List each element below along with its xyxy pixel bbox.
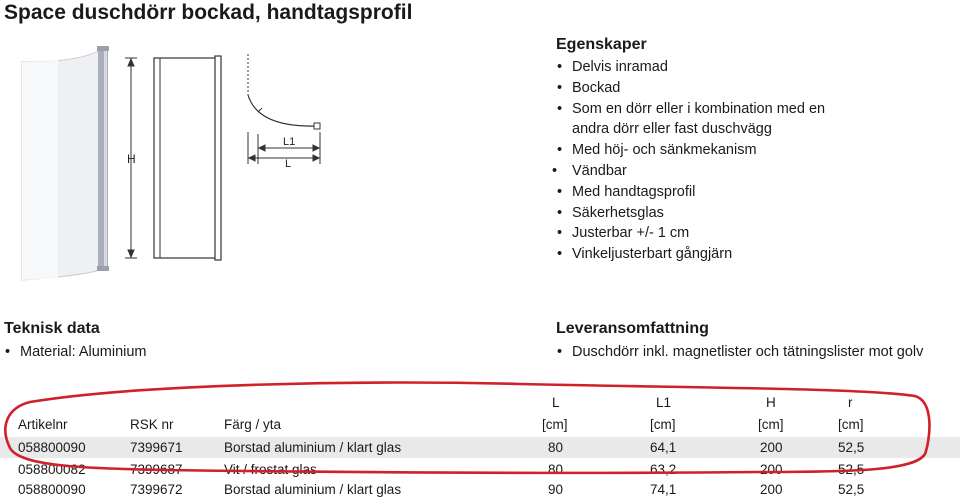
col-header-l1: L1 — [656, 395, 672, 410]
list-item: • Vändbar — [556, 161, 825, 182]
spec-table — [0, 390, 960, 497]
page-title: Space duschdörr bockad, handtagsprofil — [4, 1, 413, 24]
cell-l: 90 — [548, 482, 564, 497]
cell-l1: 63,2 — [650, 462, 677, 477]
cell-r: 52,5 — [838, 440, 865, 455]
list-item: • Material: Aluminium — [4, 342, 147, 363]
dim-label-l1: L1 — [283, 136, 296, 148]
bullet-icon: • — [5, 344, 11, 360]
bullet-icon: • — [557, 246, 563, 263]
col-header-rsk: RSK nr — [130, 417, 174, 432]
bullet-icon: • — [552, 162, 558, 179]
product-figure — [18, 40, 338, 290]
cell-l1: 74,1 — [650, 482, 677, 497]
list-item: • Vinkeljusterbart gångjärn — [556, 244, 825, 265]
list-item: • Justerbar +/- 1 cm — [556, 223, 825, 244]
cell-h: 200 — [760, 440, 783, 455]
cell-artikelnr: 058800090 — [18, 482, 86, 497]
list-item: • Med handtagsprofil — [556, 182, 825, 203]
col-unit-h: [cm] — [758, 417, 784, 432]
dim-label-h: H — [127, 152, 136, 166]
list-item: • Duschdörr inkl. magnetlister och tätningslister mot golv — [556, 342, 923, 363]
col-unit-l: [cm] — [542, 417, 568, 432]
list-item: • Delvis inramad — [556, 57, 825, 78]
cell-farg: Vit / frostat glas — [224, 462, 317, 477]
delivery-heading: Leveransomfattning — [556, 320, 709, 337]
tech-heading: Teknisk data — [4, 320, 100, 337]
door-render — [22, 46, 109, 280]
col-header-h: H — [766, 395, 776, 410]
features-heading: Egenskaper — [556, 36, 647, 53]
col-header-artikelnr: Artikelnr — [18, 417, 68, 432]
cell-r: 52,5 — [838, 462, 865, 477]
dim-label-l: L — [285, 158, 292, 170]
cell-farg: Borstad aluminium / klart glas — [224, 482, 402, 497]
cell-h: 200 — [760, 482, 783, 497]
list-item-continuation: andra dörr eller fast duschvägg — [572, 121, 772, 138]
tech-list — [4, 342, 147, 363]
cell-l: 80 — [548, 440, 564, 455]
cell-h: 200 — [760, 462, 783, 477]
list-item: • Bockad — [556, 78, 825, 99]
col-header-farg: Färg / yta — [224, 417, 282, 432]
features-list — [552, 57, 826, 265]
col-header-l: L — [552, 395, 560, 410]
col-header-r: r — [848, 395, 853, 410]
cell-farg: Borstad aluminium / klart glas — [224, 440, 402, 455]
bullet-icon: • — [557, 225, 563, 242]
cell-rsk: 7399672 — [130, 482, 183, 497]
bullet-icon: • — [557, 100, 563, 117]
col-unit-l1: [cm] — [650, 417, 676, 432]
cell-artikelnr: 058800082 — [18, 462, 86, 477]
cell-l1: 64,1 — [650, 440, 677, 455]
bullet-icon: • — [557, 204, 563, 221]
bullet-icon: • — [557, 142, 563, 159]
list-item: • Med höj- och sänkmekanism — [556, 140, 825, 161]
list-item: • Som en dörr eller i kombination med en — [556, 99, 825, 120]
bullet-icon: • — [557, 344, 563, 360]
col-unit-r: [cm] — [838, 417, 864, 432]
bullet-icon: • — [557, 59, 563, 75]
cell-artikelnr: 058800090 — [18, 440, 86, 455]
bullet-icon: • — [557, 79, 563, 96]
product-illustration — [18, 40, 338, 290]
cell-r: 52,5 — [838, 482, 865, 497]
cell-l: 80 — [548, 462, 564, 477]
bullet-icon: • — [557, 183, 563, 200]
delivery-list — [556, 342, 923, 363]
cell-rsk: 7399687 — [130, 462, 183, 477]
list-item: • Säkerhetsglas — [556, 203, 825, 224]
cell-rsk: 7399671 — [130, 440, 183, 455]
front-elevation-drawing — [125, 56, 221, 260]
